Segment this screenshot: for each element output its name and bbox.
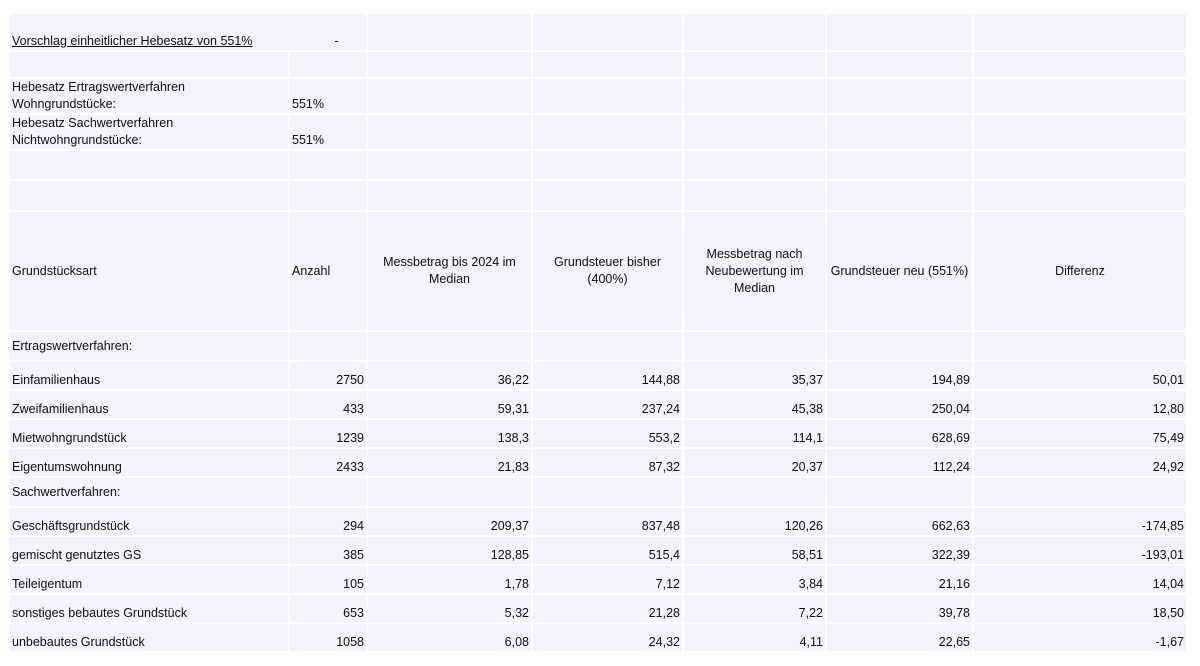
cell-type[interactable]: Mietwohngrundstück xyxy=(10,420,290,449)
cell-new-base[interactable]: 35,37 xyxy=(684,362,827,391)
empty-cell[interactable] xyxy=(290,332,368,362)
header-new-base[interactable]: Messbetrag nach Neubewertung im Median xyxy=(684,212,827,332)
table-row xyxy=(10,362,1188,391)
header-old-base[interactable]: Messbetrag bis 2024 im Median xyxy=(368,212,533,332)
empty-cell[interactable] xyxy=(533,181,684,212)
header-row xyxy=(10,212,1188,332)
empty-cell[interactable] xyxy=(533,52,684,79)
cell-new-base[interactable]: 45,38 xyxy=(684,391,827,420)
cell-old-base[interactable]: 5,32 xyxy=(368,595,533,624)
cell-new-tax[interactable]: 39,78 xyxy=(827,595,974,624)
section-label[interactable]: Sachwertverfahren: xyxy=(10,478,290,508)
cell-new-tax[interactable]: 628,69 xyxy=(827,420,974,449)
rate-label[interactable]: Hebesatz Sachwertverfahren Nichtwohngrundstücke: xyxy=(10,115,290,151)
cell-new-tax[interactable]: 250,04 xyxy=(827,391,974,420)
sheet-title: Vorschlag einheitlicher Hebesatz von 551% xyxy=(12,34,253,48)
rate-row-ertragswert xyxy=(10,79,1188,115)
cell-new-base[interactable]: 3,84 xyxy=(684,566,827,595)
table-row xyxy=(10,391,1188,420)
cell-old-base[interactable]: 59,31 xyxy=(368,391,533,420)
cell-old-base[interactable]: 36,22 xyxy=(368,362,533,391)
cell-type[interactable]: Teileigentum xyxy=(10,566,290,595)
cell-diff[interactable]: -1,67 xyxy=(974,624,1188,653)
empty-cell[interactable] xyxy=(827,79,974,115)
empty-cell[interactable] xyxy=(827,52,974,79)
empty-cell[interactable] xyxy=(533,478,684,508)
header-old-tax[interactable]: Grundsteuer bisher (400%) xyxy=(533,212,684,332)
empty-cell[interactable] xyxy=(368,14,533,52)
empty-cell[interactable] xyxy=(368,332,533,362)
table-row xyxy=(10,595,1188,624)
header-new-tax[interactable]: Grundsteuer neu (551%) xyxy=(827,212,974,332)
cell-new-base[interactable]: 120,26 xyxy=(684,508,827,537)
empty-cell[interactable] xyxy=(290,181,368,212)
table-row xyxy=(10,508,1188,537)
empty-cell[interactable] xyxy=(974,332,1188,362)
empty-cell[interactable] xyxy=(533,151,684,181)
cell-new-tax[interactable]: 322,39 xyxy=(827,537,974,566)
title-mark: - xyxy=(334,34,339,48)
cell-type[interactable]: Einfamilienhaus xyxy=(10,362,290,391)
empty-cell[interactable] xyxy=(974,52,1188,79)
empty-cell[interactable] xyxy=(684,151,827,181)
cell-diff[interactable]: 18,50 xyxy=(974,595,1188,624)
cell-old-tax[interactable]: 24,32 xyxy=(533,624,684,653)
empty-cell[interactable] xyxy=(290,478,368,508)
empty-cell[interactable] xyxy=(827,181,974,212)
cell-new-tax[interactable]: 112,24 xyxy=(827,449,974,478)
empty-cell[interactable] xyxy=(684,478,827,508)
cell-count[interactable]: 385 xyxy=(290,537,368,566)
table-row xyxy=(10,566,1188,595)
empty-cell[interactable] xyxy=(368,79,533,115)
empty-cell[interactable] xyxy=(368,181,533,212)
blank-row xyxy=(10,52,1188,79)
cell-old-base[interactable]: 209,37 xyxy=(368,508,533,537)
blank-row xyxy=(10,151,1188,181)
empty-cell[interactable] xyxy=(368,115,533,151)
empty-cell[interactable] xyxy=(974,79,1188,115)
cell-count[interactable]: 653 xyxy=(290,595,368,624)
empty-cell[interactable] xyxy=(684,79,827,115)
empty-cell[interactable] xyxy=(684,115,827,151)
empty-cell[interactable] xyxy=(827,115,974,151)
cell-count[interactable]: 2433 xyxy=(290,449,368,478)
cell-old-tax[interactable]: 515,4 xyxy=(533,537,684,566)
cell-old-tax[interactable]: 144,88 xyxy=(533,362,684,391)
cell-new-base[interactable]: 114,1 xyxy=(684,420,827,449)
empty-cell[interactable] xyxy=(684,52,827,79)
empty-cell[interactable] xyxy=(974,151,1188,181)
header-type[interactable]: Grundstücksart xyxy=(10,212,290,332)
title-row xyxy=(10,14,1188,52)
cell-new-base[interactable]: 20,37 xyxy=(684,449,827,478)
empty-cell[interactable] xyxy=(290,52,368,79)
cell-old-tax[interactable]: 7,12 xyxy=(533,566,684,595)
cell-old-tax[interactable]: 87,32 xyxy=(533,449,684,478)
cell-count[interactable]: 1239 xyxy=(290,420,368,449)
empty-cell[interactable] xyxy=(827,151,974,181)
cell-new-base[interactable]: 58,51 xyxy=(684,537,827,566)
cell-type[interactable]: Eigentumswohnung xyxy=(10,449,290,478)
cell-type[interactable]: sonstiges bebautes Grundstück xyxy=(10,595,290,624)
cell-new-tax[interactable]: 194,89 xyxy=(827,362,974,391)
cell-new-base[interactable]: 4,11 xyxy=(684,624,827,653)
empty-cell[interactable] xyxy=(827,478,974,508)
cell-new-tax[interactable]: 662,63 xyxy=(827,508,974,537)
cell-diff[interactable]: 14,04 xyxy=(974,566,1188,595)
table-row xyxy=(10,420,1188,449)
empty-cell[interactable] xyxy=(684,332,827,362)
cell-old-base[interactable]: 138,3 xyxy=(368,420,533,449)
empty-cell[interactable] xyxy=(974,14,1188,52)
cell-old-base[interactable]: 6,08 xyxy=(368,624,533,653)
empty-cell[interactable] xyxy=(974,115,1188,151)
empty-cell[interactable] xyxy=(533,79,684,115)
rate-value[interactable]: 551% xyxy=(290,115,368,151)
cell-diff[interactable]: 24,92 xyxy=(974,449,1188,478)
empty-cell[interactable] xyxy=(533,115,684,151)
cell-diff[interactable]: -174,85 xyxy=(974,508,1188,537)
cell-diff[interactable]: 12,80 xyxy=(974,391,1188,420)
empty-cell[interactable] xyxy=(290,151,368,181)
empty-cell[interactable] xyxy=(827,332,974,362)
rate-value[interactable]: 551% xyxy=(290,79,368,115)
empty-cell[interactable] xyxy=(533,332,684,362)
empty-cell[interactable] xyxy=(10,151,290,181)
empty-cell[interactable] xyxy=(368,151,533,181)
cell-old-tax[interactable]: 553,2 xyxy=(533,420,684,449)
cell-diff[interactable]: 75,49 xyxy=(974,420,1188,449)
table-row xyxy=(10,537,1188,566)
cell-count[interactable]: 2750 xyxy=(290,362,368,391)
empty-cell[interactable] xyxy=(684,181,827,212)
cell-new-base[interactable]: 7,22 xyxy=(684,595,827,624)
blank-row xyxy=(10,181,1188,212)
cell-type[interactable]: gemischt genutztes GS xyxy=(10,537,290,566)
cell-diff[interactable]: 50,01 xyxy=(974,362,1188,391)
header-diff[interactable]: Differenz xyxy=(974,212,1188,332)
cell-new-tax[interactable]: 22,65 xyxy=(827,624,974,653)
empty-cell[interactable] xyxy=(368,52,533,79)
empty-cell[interactable] xyxy=(684,14,827,52)
cell-old-tax[interactable]: 21,28 xyxy=(533,595,684,624)
header-count[interactable]: Anzahl xyxy=(290,212,368,332)
cell-diff[interactable]: -193,01 xyxy=(974,537,1188,566)
cell-old-base[interactable]: 21,83 xyxy=(368,449,533,478)
empty-cell[interactable] xyxy=(368,478,533,508)
cell-new-tax[interactable]: 21,16 xyxy=(827,566,974,595)
cell-count[interactable]: 294 xyxy=(290,508,368,537)
cell-count[interactable]: 1058 xyxy=(290,624,368,653)
empty-cell[interactable] xyxy=(533,14,684,52)
section-row xyxy=(10,478,1188,508)
spreadsheet-table xyxy=(10,14,1188,653)
cell-old-base[interactable]: 128,85 xyxy=(368,537,533,566)
cell-count[interactable]: 105 xyxy=(290,566,368,595)
rate-row-sachwert xyxy=(10,115,1188,151)
cell-old-tax[interactable]: 237,24 xyxy=(533,391,684,420)
section-row xyxy=(10,332,1188,362)
cell-type[interactable]: Geschäftsgrundstück xyxy=(10,508,290,537)
rate-label[interactable]: Hebesatz Ertragswertverfahren Wohngrundstücke: xyxy=(10,79,290,115)
cell-old-base[interactable]: 1,78 xyxy=(368,566,533,595)
empty-cell[interactable] xyxy=(827,14,974,52)
empty-cell[interactable] xyxy=(10,52,290,79)
cell-type[interactable]: Zweifamilienhaus xyxy=(10,391,290,420)
table-row xyxy=(10,449,1188,478)
table-row xyxy=(10,624,1188,653)
section-label[interactable]: Ertragswertverfahren: xyxy=(10,332,290,362)
cell-count[interactable]: 433 xyxy=(290,391,368,420)
cell-type[interactable]: unbebautes Grundstück xyxy=(10,624,290,653)
empty-cell[interactable] xyxy=(974,478,1188,508)
empty-cell[interactable] xyxy=(10,181,290,212)
cell-old-tax[interactable]: 837,48 xyxy=(533,508,684,537)
title-cell[interactable] xyxy=(10,14,368,52)
empty-cell[interactable] xyxy=(974,181,1188,212)
spreadsheet-body xyxy=(10,14,1188,653)
